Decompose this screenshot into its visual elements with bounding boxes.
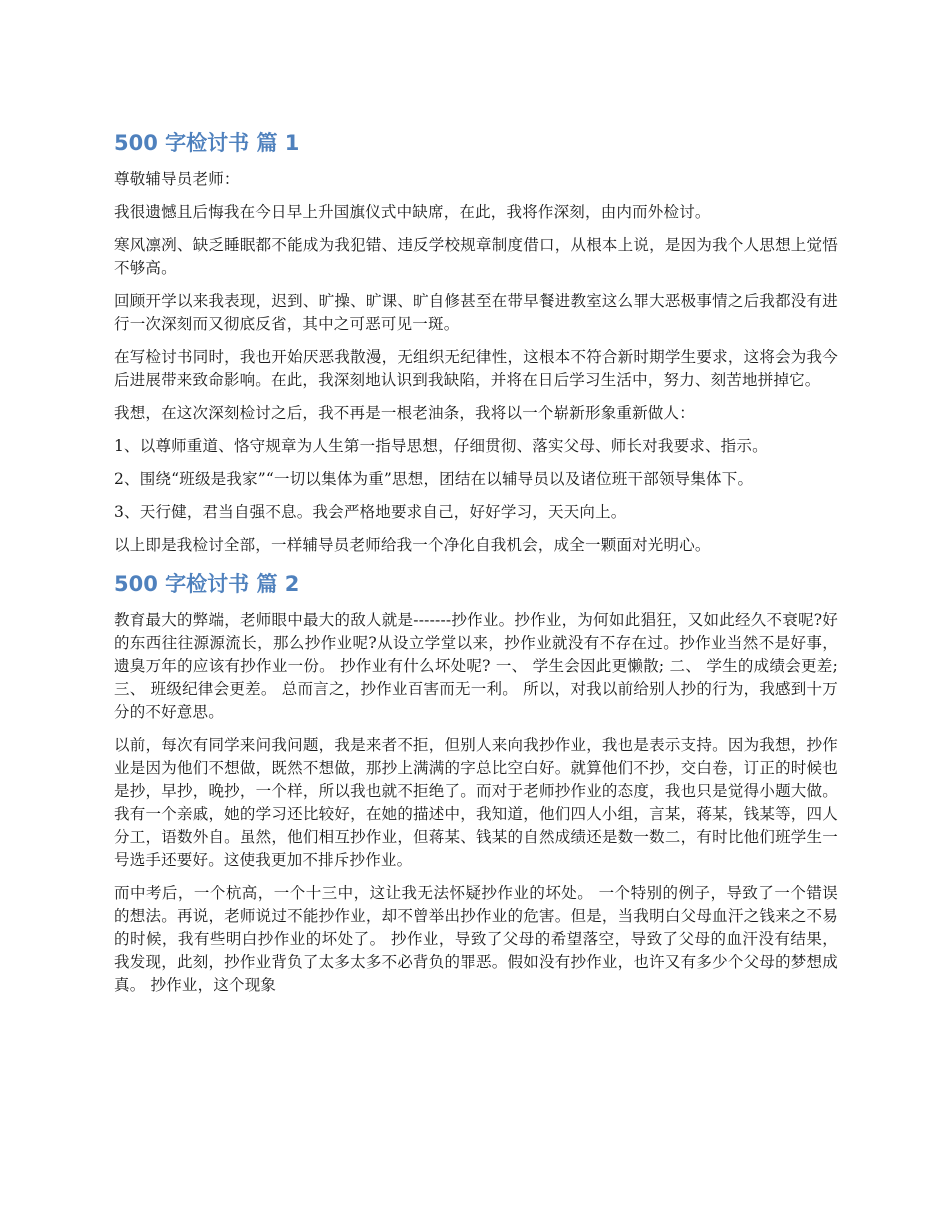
section-2-paragraph: 教育最大的弊端，老师眼中最大的敌人就是-------抄作业。抄作业，为何如此猖狂，又如此经久不衰呢?好的东西往往源源流长，那么抄作业呢?从设立学堂以来，抄作业就没有不存在过。抄作业当然不是好事，遗臭万年的应该有抄作业一份。 抄作业有什么坏处呢? 一、 学生会因此更懒散; 二、 学生的成绩会更差; 三、 班级纪律会更差。 总而言之，抄作业百害而无一利。 所以，对我以前给别人抄的行为，我感到十万分的不好意思。 [114, 611, 838, 721]
section-1-paragraph: 在写检讨书同时，我也开始厌恶我散漫，无组织无纪律性，这根本不符合新时期学生要求，这将会为我今后进展带来致命影响。在此，我深刻地认识到我缺陷，并将在日后学习生活中，努力、刻苦地拼掉它。 [114, 348, 838, 389]
section-2-paragraph: 以前，每次有同学来问我问题，我是来者不拒，但别人来向我抄作业，我也是表示支持。因为我想，抄作业是因为他们不想做，既然不想做，那抄上满满的字总比空白好。就算他们不抄，交白卷，订正的时候也是抄，早抄，晚抄，一个样，所以我也就不拒绝了。而对于老师抄作业的态度，我也只是觉得小题大做。 我有一个亲戚，她的学习还比较好，在她的描述中，我知道，他们四人小组，言某，蒋某，钱某等，四人分工，语数外自。虽然，他们相互抄作业，但蒋某、钱某的自然成绩还是数一数二，有时比他们班学生一号选手还要好。这使我更加不排斥抄作业。 [114, 736, 838, 869]
section-1-paragraph: 我想，在这次深刻检讨之后，我不再是一根老油条，我将以一个崭新形象重新做人： [114, 404, 695, 422]
salutation: 尊敬辅导员老师： [114, 170, 240, 188]
section-1-closing: 以上即是我检讨全部，一样辅导员老师给我一个净化自我机会，成全一颗面对光明心。 [114, 536, 711, 554]
section-1-heading: 500 字检讨书 篇 1 [114, 131, 300, 155]
section-2-paragraph: 而中考后，一个杭高，一个十三中，这让我无法怀疑抄作业的坏处。 一个特别的例子，导致了一个错误的想法。再说，老师说过不能抄作业，却不曾举出抄作业的危害。但是，当我明白父母血汗之钱来之不易的时候，我有些明白抄作业的坏处了。 抄作业，导致了父母的希望落空，导致了父母的血汗没有结果，我发现，此刻，抄作业背负了太多太多不必背负的罪恶。假如没有抄作业，也许又有多少个父母的梦想成真。 抄作业，这个现象 [114, 884, 838, 994]
section-1-paragraph: 我很遗憾且后悔我在今日早上升国旗仪式中缺席，在此，我将作深刻，由内而外检讨。 [114, 203, 711, 221]
section-1-paragraph: 寒风凛冽、缺乏睡眠都不能成为我犯错、违反学校规章制度借口，从根本上说，是因为我个人思想上觉悟不够高。 [114, 236, 838, 277]
section-1-paragraph: 回顾开学以来我表现，迟到、旷操、旷课、旷自修甚至在带早餐进教室这么罪大恶极事情之后我都没有进行一次深刻而又彻底反省，其中之可恶可见一斑。 [114, 292, 838, 333]
section-1-list-item: 3、天行健，君当自强不息。我会严格地要求自己，好好学习，天天向上。 [114, 503, 627, 521]
section-1-list-item: 2、围绕“班级是我家”“一切以集体为重”思想，团结在以辅导员以及诸位班干部领导集体下。 [114, 470, 754, 488]
section-2-heading: 500 字检讨书 篇 2 [114, 572, 300, 596]
section-1-list-item: 1、以尊师重道、恪守规章为人生第一指导思想，仔细贯彻、落实父母、师长对我要求、指示。 [114, 437, 768, 455]
